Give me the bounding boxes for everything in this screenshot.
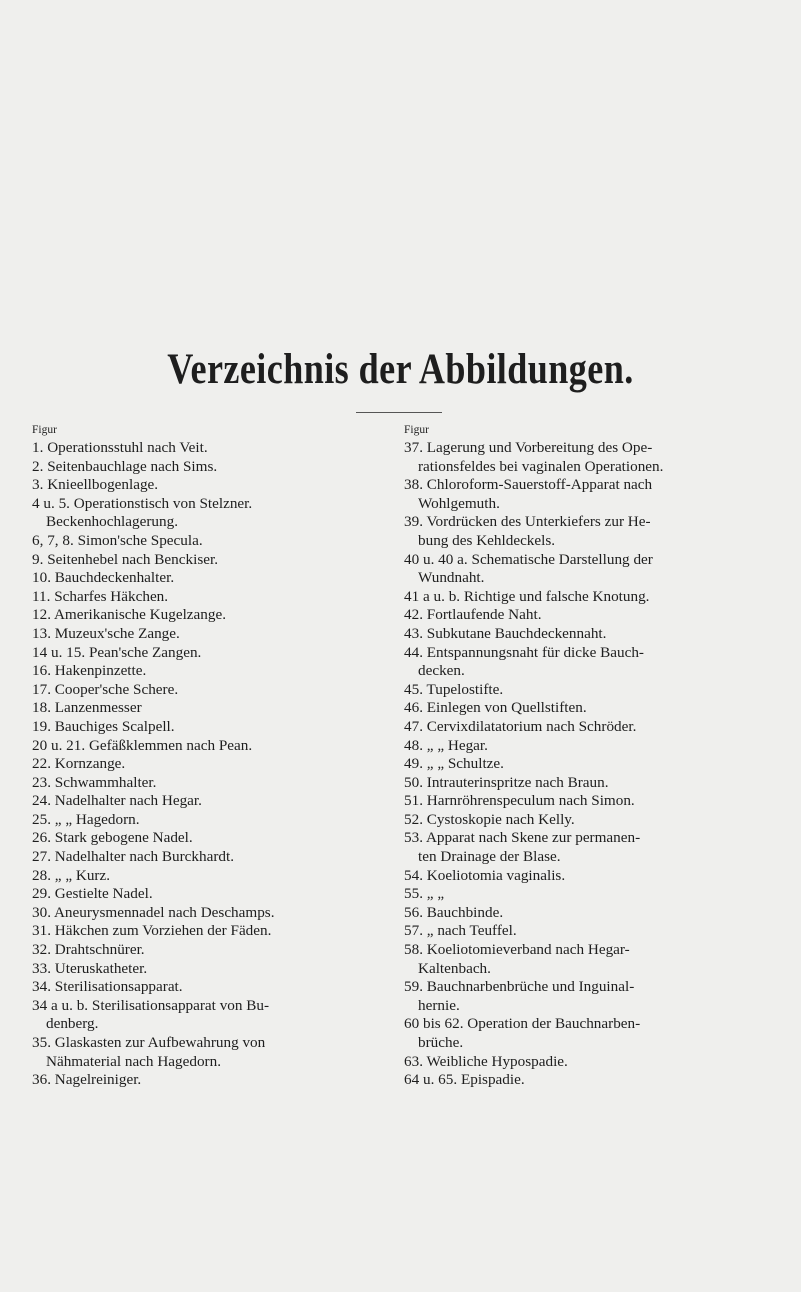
list-item: Nähmaterial nach Hagedorn. xyxy=(46,1052,221,1070)
list-item: 52. Cystoskopie nach Kelly. xyxy=(404,810,575,828)
list-item: 49. „ „ Schultze. xyxy=(404,755,504,773)
list-item: 36. Nagelreiniger. xyxy=(32,1071,142,1089)
list-item: 16. Hakenpinzette. xyxy=(32,662,147,680)
list-item: 11. Scharfes Häkchen. xyxy=(32,587,169,605)
list-item: 59. Bauchnarbenbrüche und Inguinal- xyxy=(404,978,635,996)
list-item: 10. Bauchdeckenhalter. xyxy=(32,569,175,587)
list-item: 44. Entspannungsnaht für dicke Bauch- xyxy=(404,643,644,661)
list-item: 39. Vordrücken des Unterkiefers zur He- xyxy=(404,513,651,531)
list-item: 40 u. 40 a. Schematische Darstellung der xyxy=(404,550,653,568)
list-item: 20 u. 21. Gefäßklemmen nach Pean. xyxy=(32,736,253,754)
list-item: 57. „ nach Teuffel. xyxy=(404,922,517,940)
list-item: 60 bis 62. Operation der Bauchnarben- xyxy=(404,1015,641,1033)
list-item: 29. Gestielte Nadel. xyxy=(32,885,153,903)
list-item: 1. Operationsstuhl nach Veit. xyxy=(32,439,208,456)
list-item: Kaltenbach. xyxy=(418,959,491,977)
list-item: 2. Seitenbauchlage nach Sims. xyxy=(32,457,218,475)
list-item: 41 a u. b. Richtige und falsche Knotung. xyxy=(404,587,650,605)
list-item: 54. Koeliotomia vaginalis. xyxy=(404,866,566,884)
list-item: 17. Cooper'sche Schere. xyxy=(32,680,179,698)
list-item: Wohlgemuth. xyxy=(418,494,500,512)
list-item: 14 u. 15. Pean'sche Zangen. xyxy=(32,643,202,661)
list-item: 22. Kornzange. xyxy=(32,755,126,773)
list-item: 58. Koeliotomieverband nach Hegar- xyxy=(404,941,630,959)
list-item: hernie. xyxy=(418,996,460,1014)
list-item: 4 u. 5. Operationstisch von Stelzner. xyxy=(32,494,253,512)
list-item: 19. Bauchiges Scalpell. xyxy=(32,717,175,735)
figure-header-left: Figur xyxy=(32,424,57,436)
figure-header-right: Figur xyxy=(404,424,429,436)
list-item: 6, 7, 8. Simon'sche Specula. xyxy=(32,531,203,549)
left-column xyxy=(32,423,390,1090)
list-item: 9. Seitenhebel nach Benckiser. xyxy=(32,550,218,568)
list-item: 42. Fortlaufende Naht. xyxy=(404,606,542,624)
list-item: 24. Nadelhalter nach Hegar. xyxy=(32,792,202,810)
list-item: 50. Intrauterinspritze nach Braun. xyxy=(404,773,609,791)
page-title: Verzeichnis der Abbildungen. xyxy=(167,346,634,393)
list-item: 37. Lagerung und Vorbereitung des Ope- xyxy=(404,439,653,456)
list-item: 18. Lanzenmesser xyxy=(32,699,142,717)
list-item: 33. Uteruskatheter. xyxy=(32,959,148,977)
list-item: 51. Harnröhrenspeculum nach Simon. xyxy=(404,792,635,810)
list-item: rationsfeldes bei vaginalen Operationen. xyxy=(418,457,664,475)
right-column xyxy=(404,423,774,1090)
list-item: 28. „ „ Kurz. xyxy=(32,866,111,884)
list-item: 55. „ „ xyxy=(404,885,445,903)
list-item: 46. Einlegen von Quellstiften. xyxy=(404,699,587,717)
list-item: denberg. xyxy=(46,1015,99,1033)
list-item: 25. „ „ Hagedorn. xyxy=(32,810,140,828)
list-item: 35. Glaskasten zur Aufbewahrung von xyxy=(32,1034,266,1051)
list-item: 56. Bauchbinde. xyxy=(404,903,504,921)
list-item: 43. Subkutane Bauchdeckennaht. xyxy=(404,624,607,642)
title-divider xyxy=(356,412,442,413)
list-item: 45. Tupelostifte. xyxy=(404,680,504,698)
list-item: Beckenhochlagerung. xyxy=(46,513,178,531)
list-item: 23. Schwammhalter. xyxy=(32,773,157,791)
list-item: 30. Aneurysmennadel nach Deschamps. xyxy=(32,903,275,921)
list-item: 31. Häkchen zum Vorziehen der Fäden. xyxy=(32,922,272,940)
list-item: 34. Sterilisationsapparat. xyxy=(32,978,183,996)
list-item: brüche. xyxy=(418,1034,464,1051)
list-item: 48. „ „ Hegar. xyxy=(404,736,488,754)
list-item: 53. Apparat nach Skene zur permanen- xyxy=(404,829,641,847)
list-item: 63. Weibliche Hypospadie. xyxy=(404,1052,568,1070)
list-item: Wundnaht. xyxy=(418,569,485,587)
list-item: 13. Muzeux'sche Zange. xyxy=(32,624,180,642)
list-item: 38. Chloroform-Sauerstoff-Apparat nach xyxy=(404,476,653,494)
list-item: 47. Cervixdilatatorium nach Schröder. xyxy=(404,717,637,735)
list-item: 32. Drahtschnürer. xyxy=(32,941,145,959)
list-item: decken. xyxy=(418,662,465,680)
list-item: 34 a u. b. Sterilisationsapparat von Bu- xyxy=(32,996,270,1014)
list-item: 12. Amerikanische Kugelzange. xyxy=(32,606,226,624)
list-item: ten Drainage der Blase. xyxy=(418,848,561,866)
list-item: bung des Kehldeckels. xyxy=(418,531,556,549)
list-item: 27. Nadelhalter nach Burckhardt. xyxy=(32,848,234,866)
list-item: 64 u. 65. Epispadie. xyxy=(404,1071,525,1089)
list-item: 3. Knieellbogenlage. xyxy=(32,476,159,494)
list-item: 26. Stark gebogene Nadel. xyxy=(32,829,193,847)
